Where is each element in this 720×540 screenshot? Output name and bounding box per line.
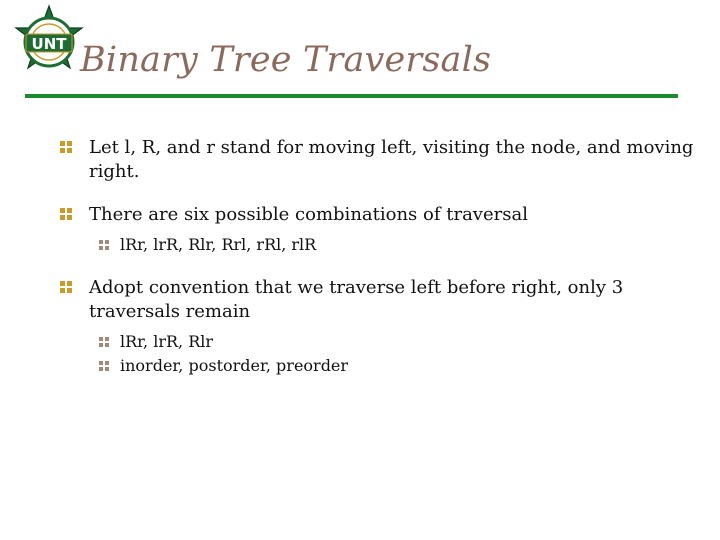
sub-bullet-text: inorder, postorder, preorder <box>120 356 349 375</box>
bullet-text: Adopt convention that we traverse left before right, only 3 traversals remain <box>89 277 624 322</box>
unt-logo-icon <box>10 4 88 82</box>
bullet-item <box>60 136 700 184</box>
title-divider <box>25 94 678 98</box>
sub-bullet-item <box>99 330 700 354</box>
bullet-text: Let l, R, and r stand for moving left, visiting the node, and moving right. <box>89 137 694 182</box>
square-bullet-icon <box>60 141 72 153</box>
small-square-bullet-icon <box>99 240 109 250</box>
logo-text: UNT <box>31 35 67 53</box>
sub-bullet-item <box>99 233 700 257</box>
small-square-bullet-icon <box>99 361 109 371</box>
slide-title: Binary Tree Traversals <box>80 40 492 80</box>
bullet-item <box>60 276 700 378</box>
bullet-text: There are six possible combinations of traversal <box>89 204 528 225</box>
bullet-item <box>60 203 700 257</box>
sub-bullet-item <box>99 354 700 378</box>
bullet-list <box>60 136 700 397</box>
sub-bullet-text: lRr, lrR, Rlr <box>120 332 214 351</box>
sub-bullet-list <box>99 330 700 378</box>
sub-bullet-text: lRr, lrR, Rlr, Rrl, rRl, rlR <box>120 235 317 254</box>
sub-bullet-list <box>99 233 700 257</box>
small-square-bullet-icon <box>99 337 109 347</box>
square-bullet-icon <box>60 281 72 293</box>
square-bullet-icon <box>60 208 72 220</box>
